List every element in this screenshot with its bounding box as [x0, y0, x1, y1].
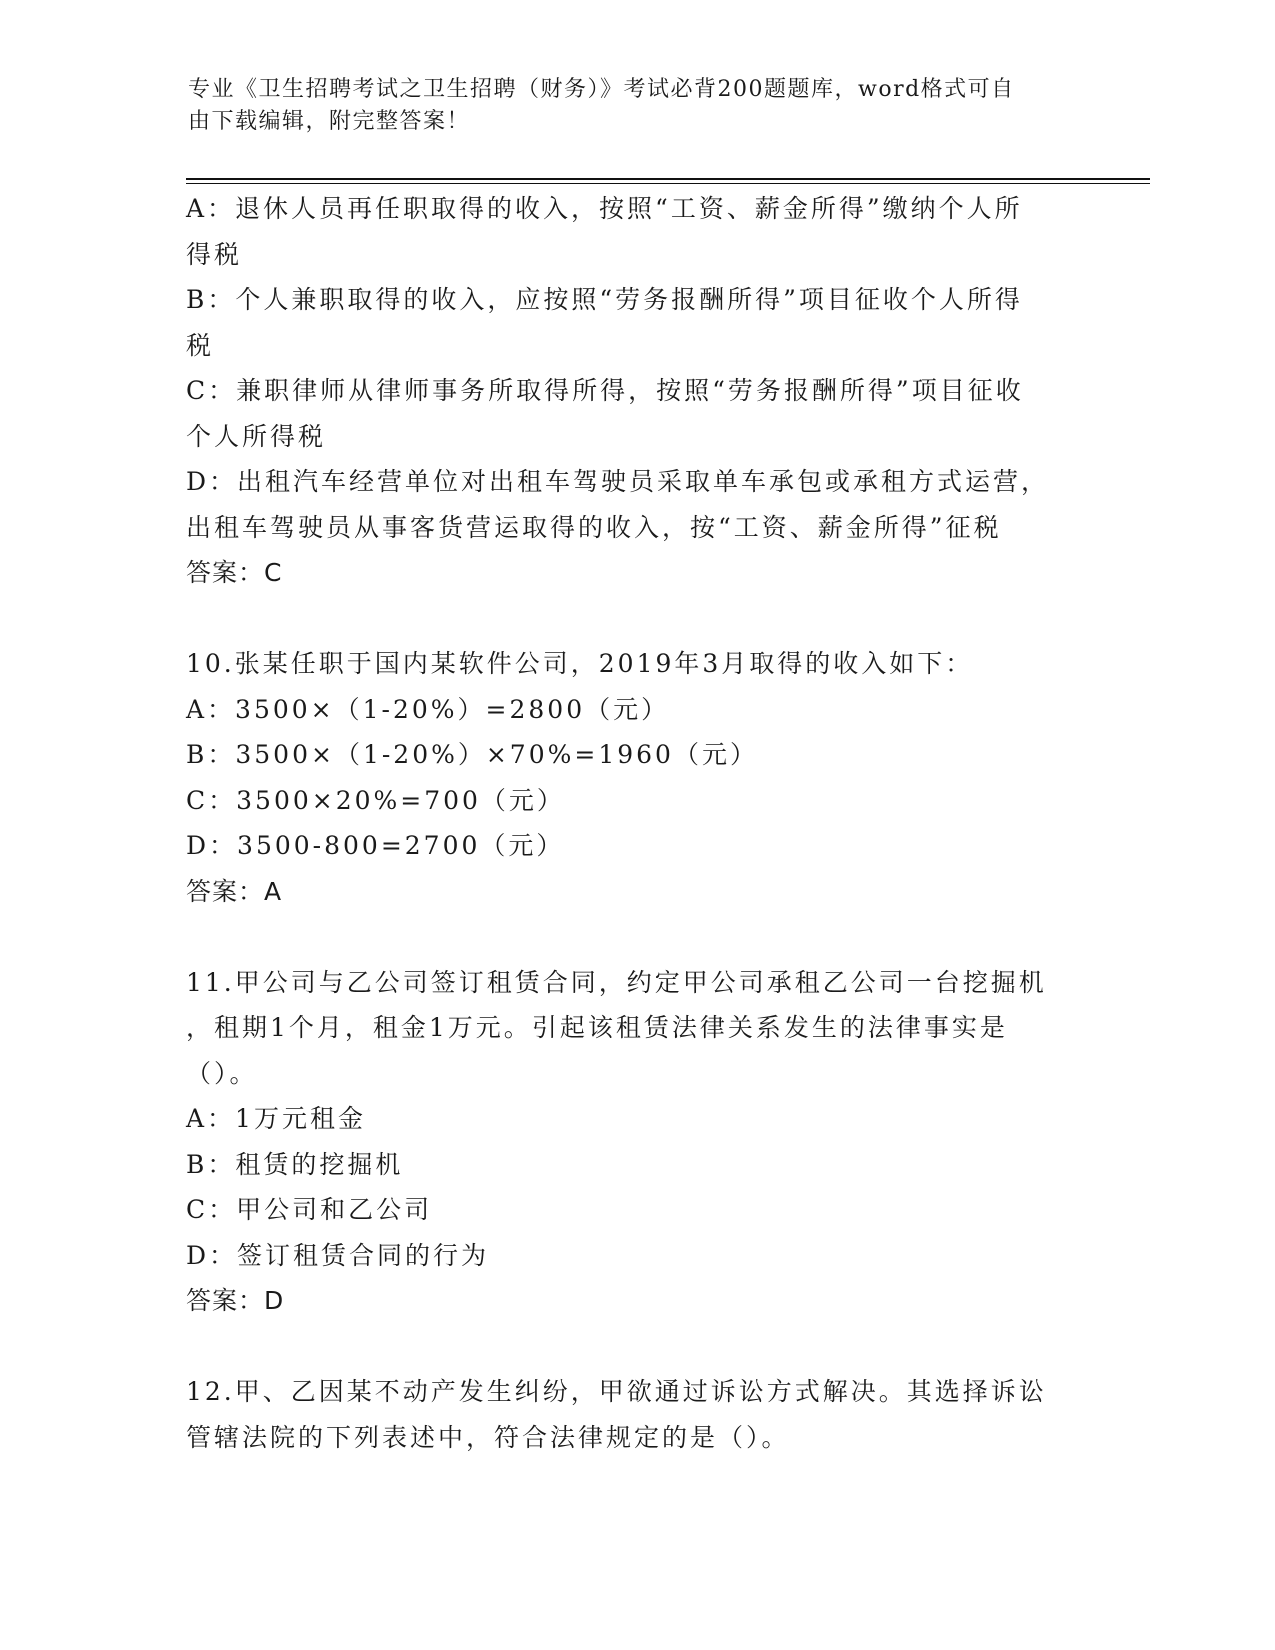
header-divider-thin: [186, 183, 1150, 184]
document-header: [188, 74, 1078, 138]
question-text: 管辖法院的下列表述中，符合法律规定的是（）。: [186, 1422, 790, 1452]
question-text: （）。: [186, 1058, 258, 1088]
option-c-line: C：兼职律师从律师事务所取得所得，按照“劳务报酬所得”项目征收: [186, 376, 1024, 405]
option-d-line: D：3500-800=2700（元）: [186, 831, 565, 860]
question-text: ，租期1个月，租金1万元。引起该租赁法律关系发生的法律事实是: [186, 1013, 1008, 1042]
header-divider: [186, 178, 1150, 180]
option-d-line: D：签订租赁合同的行为: [186, 1240, 490, 1270]
spacer: [186, 596, 1086, 642]
answer-line: 答案：A: [186, 876, 283, 906]
question-9-block: [186, 186, 1086, 596]
option-c-line: 个人所得税: [186, 421, 327, 451]
answer-line: 答案：C: [186, 558, 283, 587]
option-a-line: A：1万元租金: [186, 1104, 366, 1133]
option-b-line: B：个人兼职取得的收入，应按照“劳务报酬所得”项目征收个人所得: [186, 285, 1023, 314]
header-line: 专业《卫生招聘考试之卫生招聘（财务）》考试必背200题题库，word格式可自: [188, 77, 1015, 102]
option-a-line: A：退休人员再任职取得的收入，按照“工资、薪金所得”缴纳个人所: [186, 194, 1023, 223]
question-10-block: [186, 641, 1086, 914]
option-d-line: 出租车驾驶员从事客货营运取得的收入，按“工资、薪金所得”征税: [186, 512, 1002, 542]
option-b-line: B：3500×（1-20%）×70%=1960（元）: [186, 740, 758, 769]
header-line: 由下载编辑，附完整答案！: [188, 109, 471, 134]
document-body: [186, 186, 1086, 1460]
spacer: [186, 1324, 1086, 1370]
question-text: 11.甲公司与乙公司签订租赁合同，约定甲公司承租乙公司一台挖掘机: [186, 967, 1047, 997]
option-b-line: 税: [186, 330, 215, 360]
question-text: 10.张某任职于国内某软件公司，2019年3月取得的收入如下：: [186, 649, 974, 678]
option-d-line: D：出租汽车经营单位对出租车驾驶员采取单车承包或承租方式运营，: [186, 467, 1050, 496]
option-c-line: C：3500×20%=700（元）: [186, 785, 565, 815]
option-a-line: 得税: [186, 239, 243, 269]
question-12-block: [186, 1369, 1086, 1460]
spacer: [186, 914, 1086, 960]
option-a-line: A：3500×（1-20%）=2800（元）: [186, 694, 670, 724]
option-c-line: C：甲公司和乙公司: [186, 1195, 433, 1224]
answer-line: 答案：D: [186, 1286, 285, 1315]
question-text: 12.甲、乙因某不动产发生纠纷，甲欲通过诉讼方式解决。其选择诉讼: [186, 1377, 1047, 1406]
question-11-block: [186, 960, 1086, 1324]
option-b-line: B：租赁的挖掘机: [186, 1149, 404, 1179]
